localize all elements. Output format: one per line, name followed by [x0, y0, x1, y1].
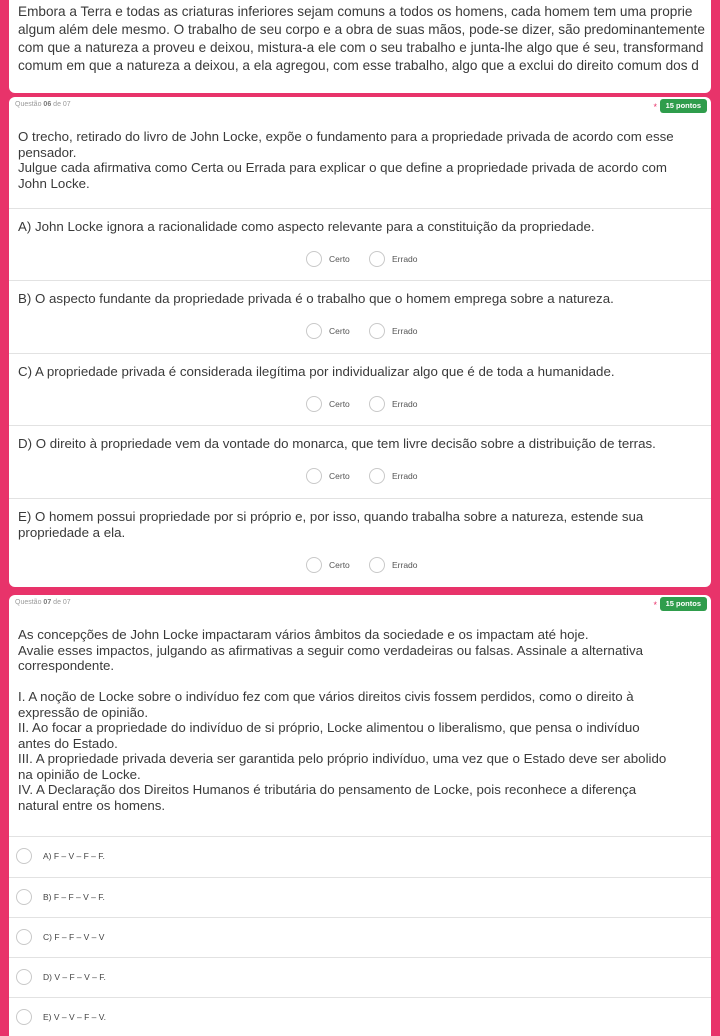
passage-line: com que a natureza a proveu e deixou, mistura-a ele com o seu trabalho e junta-lhe algo que é seu, transformand	[18, 40, 704, 55]
statement-d: D) O direito à propriedade vem da vontade do monarca, que tem livre decisão sobre a distribuição de terras.	[18, 436, 656, 451]
radio-icon[interactable]	[16, 929, 32, 945]
points-badge: 15 pontos	[660, 99, 707, 113]
statement-b-certo[interactable]: Certo	[306, 323, 350, 339]
radio-icon[interactable]	[369, 557, 385, 573]
statement-c-certo[interactable]: Certo	[306, 396, 350, 412]
question-counter: Questão 06 de 07	[15, 101, 71, 108]
statement-d-errado[interactable]: Errado	[369, 468, 418, 484]
divider	[9, 208, 711, 209]
statement-e-certo[interactable]: Certo	[306, 557, 350, 573]
question-card-07	[9, 595, 711, 1036]
question-statement: As concepções de John Locke impactaram vários âmbitos da sociedade e os impactam até hoje. Avalie esses impactos, julgando as afirmativas a seguir como verdadeiras ou falsas. Assinale a alternativa correspondente. I. A noção de Locke sobre o indivíduo fez com que vários direitos civis fossem perdidos, como o direito à expressão de opinião. II. Ao focar a propriedade do indivíduo de si próprio, Locke alimentou o liberalismo, que pensa o indivíduo antes do Estado. III. A propriedade privada deveria ser garantida pelo próprio indivíduo, uma vez que o Estado deve ser abolido na opinião de Locke. IV. A Declaração dos Direitos Humanos é tributária do pensamento de Locke, pois reconhece a diferença natural entre os homens.	[18, 627, 667, 813]
statement-d-certo[interactable]: Certo	[306, 468, 350, 484]
divider	[9, 353, 711, 354]
passage-line: Embora a Terra e todas as criaturas inferiores sejam comuns a todos os homens, cada homem tem uma proprie	[18, 4, 693, 19]
statement-e-errado[interactable]: Errado	[369, 557, 418, 573]
divider	[9, 498, 711, 499]
radio-icon[interactable]	[16, 889, 32, 905]
statement-a: A) John Locke ignora a racionalidade como aspecto relevante para a constituição da propriedade.	[18, 219, 595, 234]
statement-c: C) A propriedade privada é considerada ilegítima por individualizar algo que é de toda a humanidade.	[18, 364, 615, 379]
alternative-c[interactable]: C) F – F – V – V	[9, 917, 711, 958]
radio-icon[interactable]	[369, 396, 385, 412]
alternative-a[interactable]: A) F – V – F – F.	[9, 836, 711, 877]
radio-icon[interactable]	[306, 468, 322, 484]
statement-a-certo[interactable]: Certo	[306, 251, 350, 267]
radio-icon[interactable]	[306, 251, 322, 267]
points-badge: 15 pontos	[660, 597, 707, 611]
alternative-d[interactable]: D) V – F – V – F.	[9, 957, 711, 998]
question-counter: Questão 07 de 07	[15, 599, 71, 606]
radio-icon[interactable]	[16, 848, 32, 864]
divider	[9, 280, 711, 281]
radio-icon[interactable]	[369, 323, 385, 339]
statement-c-errado[interactable]: Errado	[369, 396, 418, 412]
passage-text	[18, 3, 708, 75]
statement-b-errado[interactable]: Errado	[369, 323, 418, 339]
question-card-06	[9, 97, 711, 587]
required-asterisk: *	[653, 102, 657, 112]
radio-icon[interactable]	[369, 251, 385, 267]
divider	[9, 425, 711, 426]
radio-icon[interactable]	[306, 323, 322, 339]
statement-e: E) O homem possui propriedade por si próprio e, por isso, quando trabalha sobre a natureza, estende sua propriedade a ela.	[18, 509, 644, 540]
statement-b: B) O aspecto fundante da propriedade privada é o trabalho que o homem emprega sobre a natureza.	[18, 291, 614, 306]
radio-icon[interactable]	[306, 557, 322, 573]
statement-a-errado[interactable]: Errado	[369, 251, 418, 267]
passage-card	[9, 0, 711, 93]
required-asterisk: *	[653, 600, 657, 610]
passage-line: comum em que a natureza a deixou, a ela agregou, com esse trabalho, algo que a exclui do direito comum dos d	[18, 58, 699, 73]
passage-line: algum além dele mesmo. O trabalho de seu corpo e a obra de suas mãos, pode-se dizer, são predominantemente	[18, 22, 705, 37]
radio-icon[interactable]	[16, 969, 32, 985]
alternative-b[interactable]: B) F – F – V – F.	[9, 877, 711, 918]
radio-icon[interactable]	[306, 396, 322, 412]
radio-icon[interactable]	[16, 1009, 32, 1025]
question-statement: O trecho, retirado do livro de John Locke, expõe o fundamento para a propriedade privada de acordo com esse pensador. Julgue cada afirmativa como Certa ou Errada para explicar o que define a propriedade privada de acordo com John Locke.	[18, 129, 674, 191]
alternative-e[interactable]: E) V – V – F – V.	[9, 997, 711, 1036]
radio-icon[interactable]	[369, 468, 385, 484]
